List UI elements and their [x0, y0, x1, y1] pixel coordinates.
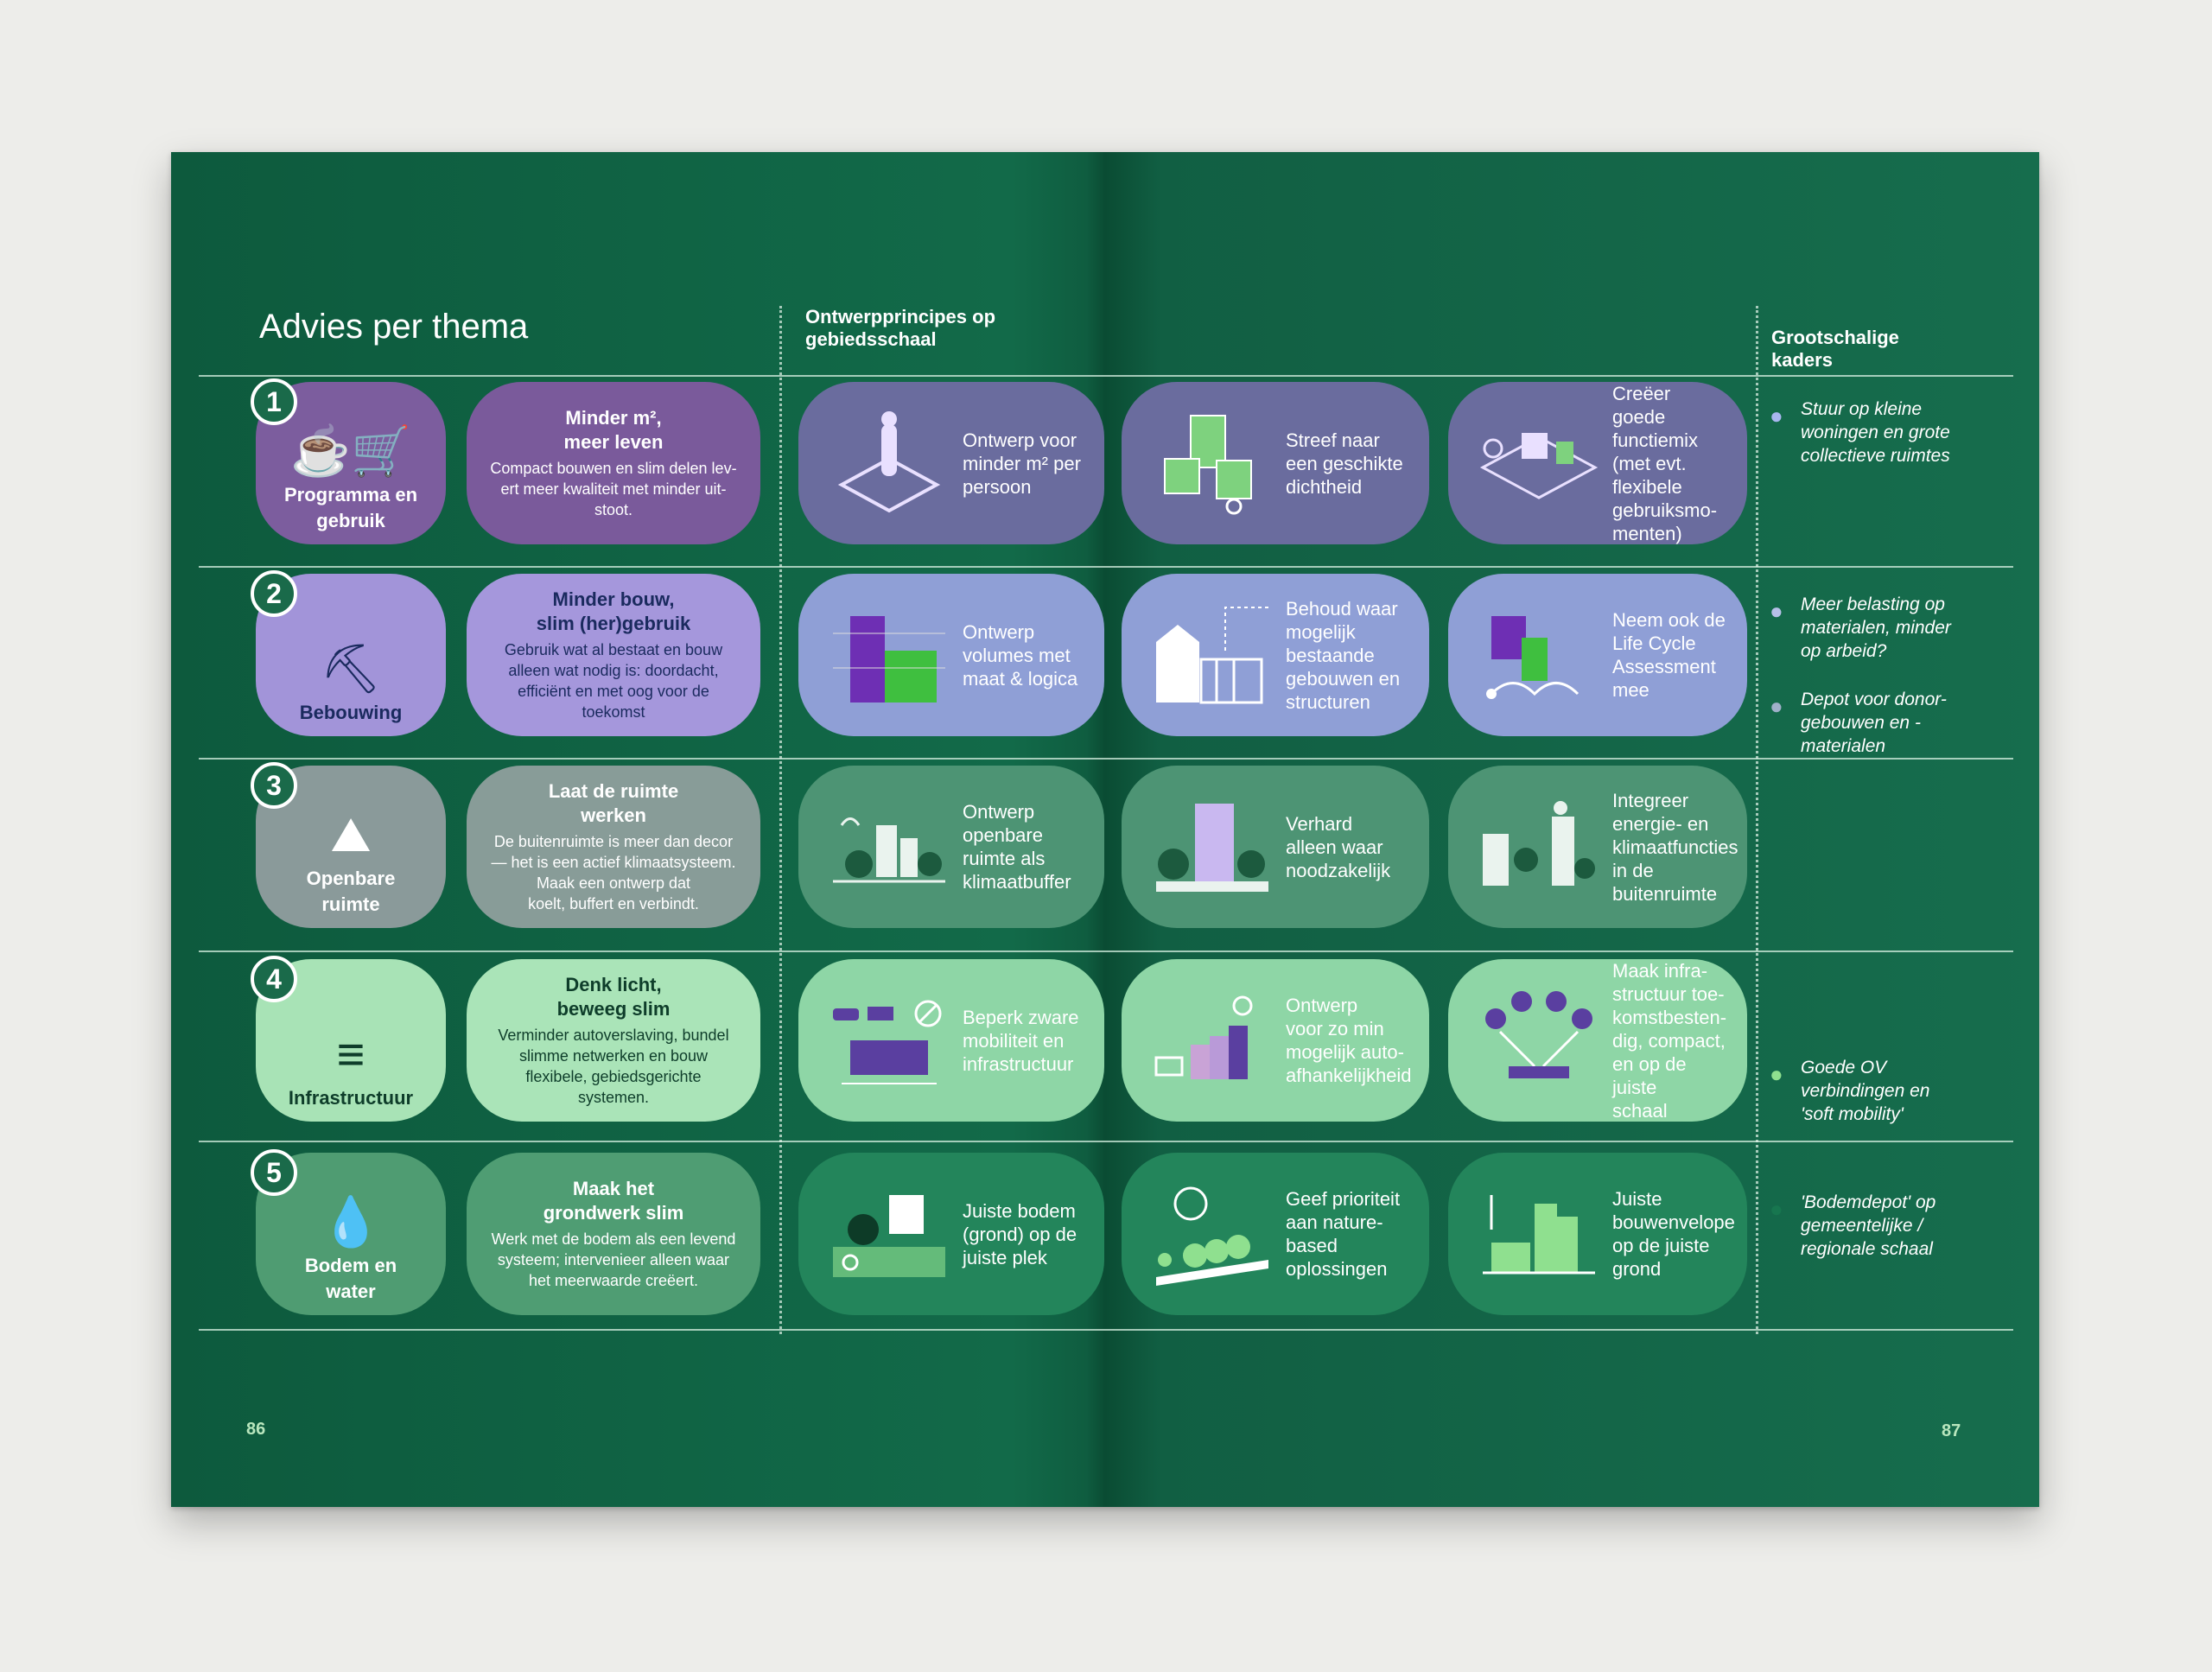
page-number-left: 86 [246, 1420, 266, 1439]
principle-text-line: structuren [1286, 690, 1370, 713]
advice-title-line: beweeg slim [556, 998, 671, 1020]
framework-note [1770, 1056, 1994, 1134]
theme-label [284, 482, 417, 534]
column-header-line: Grootschalige [1771, 327, 1899, 348]
bullet-dot-icon: ● [1770, 1061, 1783, 1087]
advice-description-line: koelt, buffert en verbindt. [528, 895, 699, 912]
principle-text-line: buitenruimte [1612, 882, 1718, 905]
theme-label-line: Openbare [306, 868, 396, 889]
principle-text-line: bestaande [1286, 644, 1375, 666]
theme-label-line: Bebouwing [299, 702, 403, 723]
principle-text-line: minder m² per [963, 452, 1081, 474]
future-infrastructure-icon [1465, 976, 1612, 1105]
principle-text [963, 620, 1077, 690]
principle-text-line: Ontwerp voor [963, 429, 1077, 451]
advice-title-line: Minder m², [565, 407, 662, 429]
row-divider [199, 1141, 2013, 1142]
advice-description-line: efficiënt en met oog voor de [518, 683, 709, 700]
advice-description-line: systeem; intervenieer alleen waar [497, 1251, 730, 1268]
framework-note-text [1801, 593, 1951, 663]
energy-climate-icon [1465, 782, 1612, 912]
building-volumes-icon [816, 590, 963, 720]
principle-text-line: volumes met [963, 644, 1071, 666]
principle-pill [798, 1153, 1104, 1315]
principle-text-line: Geef prioriteit [1286, 1188, 1401, 1210]
principle-pill [1122, 1153, 1429, 1315]
principle-pill [1448, 766, 1747, 928]
theme-number-badge: 1 [251, 378, 297, 425]
advice-title-line: Minder bouw, [552, 588, 675, 610]
row-divider [199, 758, 2013, 760]
climate-buffer-icon [816, 782, 963, 912]
principle-text-line: infrastructuur [963, 1052, 1074, 1075]
principle-text-line: Beperk zware [963, 1006, 1079, 1028]
bullet-dot-icon: ● [1770, 403, 1783, 429]
framework-note-text [1801, 1191, 1936, 1261]
advice-title-line: werken [581, 804, 646, 826]
landscape-icon: ⛰ [330, 807, 372, 861]
framework-note-line: Depot voor donor- [1801, 690, 1947, 709]
framework-note [1770, 397, 1994, 475]
frameworks-column-header [1771, 327, 1899, 372]
principle-text-line: Juiste bodem [963, 1199, 1076, 1222]
framework-note-line: gebouwen en - [1801, 713, 1921, 733]
principle-text [963, 1199, 1077, 1269]
principle-text-line: mogelijk [1286, 620, 1356, 643]
principle-pill [798, 959, 1104, 1122]
principle-text-line: Life Cycle [1612, 633, 1696, 654]
row-divider [199, 566, 2013, 568]
principle-text [1286, 597, 1400, 714]
principle-text [1286, 1187, 1400, 1281]
principle-text-line: flexibele [1612, 475, 1682, 498]
principle-text-line: maat & logica [963, 667, 1078, 690]
principle-text-line: Ontwerp [1286, 995, 1358, 1016]
principle-text-line: energie- en [1612, 812, 1709, 835]
advice-title [549, 779, 678, 828]
soil-water-icon: 💧 [321, 1194, 381, 1249]
framework-note-line: Goede OV [1801, 1058, 1887, 1078]
principle-text-line: voor zo min [1286, 1018, 1384, 1039]
principle-text [963, 800, 1071, 893]
principle-text-line: Ontwerp [963, 620, 1035, 643]
bullet-dot-icon: ● [1770, 693, 1783, 719]
principle-text-line: persoon [963, 475, 1032, 498]
principle-pill [798, 766, 1104, 928]
advice-description-line: De buitenruimte is meer dan decor [493, 833, 734, 850]
framework-note-line: verbindingen en [1801, 1081, 1930, 1101]
principle-text-line: afhankelijkheid [1286, 1065, 1412, 1086]
principle-text-line: noodzakelijk [1286, 859, 1391, 881]
principle-text [1612, 608, 1726, 702]
principle-text-line: structuur toe- [1612, 982, 1725, 1005]
advice-description [490, 458, 736, 520]
principle-text-line: gebruiksmo- [1612, 499, 1718, 521]
advice-description-line: alleen wat nodig is: doordacht, [508, 662, 719, 679]
existing-buildings-icon [1139, 590, 1286, 720]
column-header-line: gebiedsschaal [805, 328, 937, 350]
theme-number-badge: 3 [251, 762, 297, 809]
principle-text-line: mobiliteit en [963, 1029, 1065, 1052]
advice-description-line: stoot. [594, 501, 633, 518]
principle-text-line: Streef naar [1286, 429, 1380, 451]
principle-text-line: menten) [1612, 522, 1682, 544]
principle-text-line: dig, compact, [1612, 1029, 1726, 1052]
page-number-right: 87 [1942, 1421, 1961, 1440]
row-divider [199, 375, 2013, 377]
principle-text-line: schaal [1612, 1099, 1668, 1122]
principle-text [1286, 812, 1390, 882]
principle-text [963, 429, 1081, 499]
advice-description-line: — het is een actief klimaatsysteem. [491, 854, 736, 871]
crane-icon: ⛏ [320, 641, 382, 696]
theme-label-line: water [326, 1281, 376, 1302]
principle-pill [798, 382, 1104, 544]
principle-text [1286, 994, 1412, 1087]
principle-text-line: (met evt. [1612, 452, 1687, 474]
framework-note-line: 'soft mobility' [1801, 1104, 1904, 1124]
framework-note-line: op arbeid? [1801, 641, 1887, 661]
advice-title [557, 973, 671, 1021]
bullet-dot-icon: ● [1770, 1196, 1783, 1222]
principle-text-line: Juiste [1612, 1188, 1662, 1210]
principle-pill [798, 574, 1104, 736]
framework-note-text [1801, 397, 1950, 467]
shopping-home-icon: ☕🛒 [290, 423, 411, 478]
principle-text-line: op de juiste [1612, 1235, 1710, 1256]
framework-note-line: 'Bodemdepot' op [1801, 1192, 1936, 1212]
advice-title-line: grondwerk slim [543, 1202, 684, 1224]
theme-label-line: Infrastructuur [288, 1087, 414, 1109]
framework-note [1770, 1191, 1994, 1268]
principle-text-line: oplossingen [1286, 1258, 1388, 1280]
building-envelope-icon [1465, 1169, 1612, 1299]
framework-note [1770, 593, 1994, 671]
theme-label [289, 1085, 413, 1111]
theme-number-badge: 5 [251, 1149, 297, 1196]
advice-pill [467, 382, 760, 544]
advice-pill [467, 1153, 760, 1315]
principle-pill [1122, 382, 1429, 544]
column-header-line: kaders [1771, 349, 1833, 371]
principle-text-line: Creëer goede [1612, 382, 1671, 428]
principle-text-line: gebouwen en [1286, 667, 1401, 690]
principle-pill [1448, 959, 1747, 1122]
advice-title-line: Denk licht, [565, 974, 662, 995]
theme-label [300, 700, 403, 726]
principle-text-line: Assessment [1612, 656, 1716, 677]
principle-pill [1122, 959, 1429, 1122]
framework-note-line: materialen, minder [1801, 618, 1951, 638]
advice-title-line: meer leven [563, 431, 664, 453]
advice-title [543, 1177, 684, 1225]
row-divider [199, 1329, 2013, 1331]
principle-text-line: Integreer [1612, 789, 1689, 811]
theme-label-line: Programma en [283, 484, 418, 505]
framework-note-text [1801, 1056, 1929, 1126]
framework-note-line: gemeentelijke / [1801, 1216, 1923, 1236]
advice-description-line: ert meer kwaliteit met minder uit- [500, 480, 727, 498]
mixed-functions-icon [1465, 398, 1612, 528]
soil-place-icon [816, 1169, 963, 1299]
column-header-line: Ontwerpprincipes op [805, 306, 996, 327]
principle-text [1286, 429, 1403, 499]
advice-description [491, 831, 735, 914]
principle-text-line: functiemix [1612, 429, 1699, 451]
row-divider [199, 950, 2013, 952]
principle-text-line: en op de juiste [1612, 1052, 1687, 1098]
advice-description [492, 1229, 736, 1291]
booklet-spread [171, 152, 2039, 1507]
bullet-dot-icon: ● [1770, 598, 1783, 624]
person-on-platform-icon [816, 398, 963, 528]
theme-label [305, 1253, 397, 1305]
principle-text-line: juiste plek [963, 1246, 1047, 1268]
nature-solutions-icon [1139, 1169, 1286, 1299]
framework-note-line: woningen en grote [1801, 423, 1950, 442]
theme-number-badge: 2 [251, 570, 297, 617]
advice-title-line: slim (her)gebruik [536, 613, 691, 634]
principle-text-line: based [1286, 1235, 1338, 1256]
column-divider [779, 306, 782, 1334]
principle-text-line: een geschikte [1286, 452, 1403, 474]
principle-text-line: Verhard [1286, 812, 1353, 835]
advice-description-line: Compact bouwen en slim delen lev- [490, 460, 737, 477]
advice-title-line: Maak het [572, 1178, 655, 1199]
advice-description-line: Verminder autoverslaving, bundel [498, 1027, 729, 1044]
principle-text [1612, 789, 1738, 906]
principle-text-line: Maak infra- [1612, 959, 1708, 982]
principle-text-line: Ontwerp [963, 801, 1035, 823]
framework-note-line: collectieve ruimtes [1801, 446, 1950, 466]
advice-title-line: Laat de ruimte [548, 780, 679, 802]
principle-text [1612, 1187, 1735, 1281]
theme-label-line: ruimte [321, 893, 380, 915]
principle-text-line: ruimte als [963, 848, 1046, 869]
principle-text-line: klimaatbuffer [963, 871, 1071, 893]
advice-description-line: toekomst [582, 703, 645, 721]
theme-number-badge: 4 [251, 956, 297, 1002]
advice-description-line: systemen. [577, 1089, 649, 1106]
life-cycle-icon [1465, 590, 1612, 720]
advice-description-line: flexibele, gebiedsgerichte [525, 1068, 702, 1085]
advice-pill [467, 959, 760, 1122]
principles-column-header [805, 306, 995, 351]
framework-note-line: regionale schaal [1801, 1239, 1933, 1259]
principle-pill [1448, 382, 1747, 544]
bridge-icon: ≡ [336, 1027, 365, 1081]
principle-pill [1122, 574, 1429, 736]
theme-label [307, 866, 396, 918]
principle-text-line: Behoud waar [1286, 597, 1398, 620]
advice-title [564, 406, 664, 455]
mobility-hub-icon [816, 976, 963, 1105]
advice-description-line: Maak een ontwerp dat [536, 874, 691, 892]
framework-note-line: Meer belasting op [1801, 594, 1945, 614]
principle-text [963, 1006, 1079, 1076]
paved-area-icon [1139, 782, 1286, 912]
framework-note-line: Stuur op kleine [1801, 399, 1923, 419]
principle-text [1612, 382, 1728, 545]
principle-text-line: in de [1612, 859, 1654, 881]
advice-title [537, 588, 690, 636]
framework-note [1770, 688, 1994, 766]
stacked-blocks-icon [1139, 398, 1286, 528]
principle-text-line: dichtheid [1286, 475, 1363, 498]
principle-text-line: Neem ook de [1612, 609, 1726, 631]
principle-text-line: komstbesten- [1612, 1006, 1727, 1028]
advice-description-line: Gebruik wat al bestaat en bouw [504, 641, 723, 658]
theme-label-line: gebruik [316, 510, 385, 531]
principle-text-line: mogelijk auto- [1286, 1041, 1404, 1063]
principle-text-line: alleen waar [1286, 836, 1383, 858]
principle-pill [1448, 1153, 1747, 1315]
advice-pill [467, 574, 760, 736]
mobility-podium-icon [1139, 976, 1286, 1105]
principle-pill [1448, 574, 1747, 736]
theme-label-line: Bodem en [304, 1255, 397, 1276]
principle-pill [1122, 766, 1429, 928]
principle-text [1612, 959, 1728, 1122]
advice-description-line: Werk met de bodem als een levend [491, 1230, 736, 1248]
principle-text-line: openbare [963, 824, 1043, 846]
principle-text-line: mee [1612, 679, 1649, 701]
principle-text-line: grond [1612, 1258, 1662, 1280]
advice-description [505, 639, 722, 722]
principle-text-line: (grond) op de [963, 1223, 1077, 1245]
advice-description [498, 1025, 728, 1108]
advice-description-line: het meerwaarde creëert. [528, 1272, 699, 1289]
principle-text-line: bouwenvelope [1612, 1211, 1735, 1233]
column-divider [1756, 306, 1758, 1334]
principle-text-line: klimaatfuncties [1612, 836, 1738, 858]
advice-pill [467, 766, 760, 928]
page-title: Advies per thema [259, 308, 529, 346]
framework-note-text [1801, 688, 1947, 758]
principle-text-line: aan nature- [1286, 1211, 1383, 1233]
framework-note-line: materialen [1801, 736, 1886, 756]
advice-description-line: slimme netwerken en bouw [518, 1047, 709, 1065]
